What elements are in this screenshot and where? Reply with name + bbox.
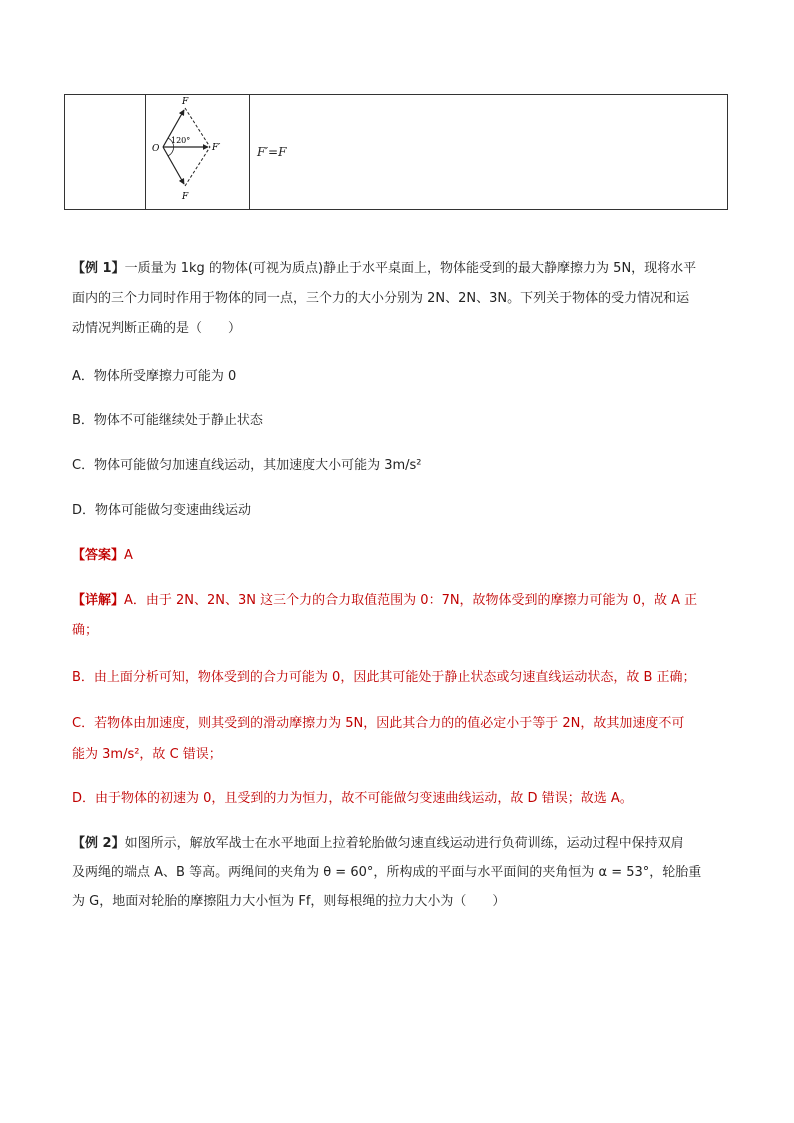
example1-tag: 【例 1】	[72, 261, 125, 276]
example2-line1: 【例 2】如图所示，解放军战士在水平地面上拉着轮胎做匀速直线运动进行负荷训练，运动过程中保持双肩	[72, 836, 684, 851]
label-top: F	[182, 97, 189, 107]
force-diagram	[149, 97, 245, 207]
table-divider	[249, 95, 250, 209]
detail-a-line2: 确；	[72, 623, 99, 638]
detail-b: B．由上面分析可知，物体受到的合力可能为 0，因此其可能处于静止状态或匀速直线运动状态，故 B 正确；	[72, 670, 696, 685]
answer-line	[72, 547, 732, 565]
formula-text: F′=F	[257, 145, 287, 159]
example1-line3: 动情况判断正确的是（ ）	[72, 321, 242, 336]
example1-line1: 【例 1】一质量为 1kg 的物体(可视为质点)静止于水平桌面上，物体能受到的最大静摩擦力为 5N，现将水平	[72, 261, 697, 276]
option-c: C．物体可能做匀加速直线运动，其加速度大小可能为 3m/s²	[72, 458, 422, 473]
detail-c-line1: C．若物体由加速度，则其受到的滑动摩擦力为 5N，因此其合力的的值必定小于等于 2N，故其加速度不可	[72, 716, 685, 731]
label-resultant: F′	[212, 143, 221, 153]
label-origin: O	[152, 144, 160, 154]
example1-line2: 面内的三个力同时作用于物体的同一点，三个力的大小分别为 2N、2N、3N。下列关于物体的受力情况和运	[72, 291, 690, 306]
answer-value: A	[124, 548, 133, 563]
example2-line2: 及两绳的端点 A、B 等高。两绳间的夹角为 θ = 60°，所构成的平面与水平面间的夹角恒为 α = 53°，轮胎重	[72, 865, 702, 880]
example2-tag: 【例 2】	[72, 836, 125, 851]
option-a: A．物体所受摩擦力可能为 0	[72, 369, 237, 384]
option-d: D．物体可能做匀变速曲线运动	[72, 503, 252, 518]
force-vector-bottom	[163, 147, 184, 184]
answer-tag: 【答案】	[72, 548, 125, 563]
angle-label: 120°	[171, 136, 191, 145]
dashed-side	[185, 147, 210, 186]
detail-a-line1: 【详解】A．由于 2N、2N、3N 这三个力的合力取值范围为 0：7N，故物体受到的摩擦力可能为 0，故 A 正	[72, 593, 698, 608]
label-bottom: F	[182, 192, 189, 202]
detail-d: D．由于物体的初速为 0，且受到的力为恒力，故不可能做匀变速曲线运动，故 D 错误；故选 A。	[72, 791, 633, 806]
table-divider	[145, 95, 146, 209]
example2-line3: 为 G，地面对轮胎的摩擦阻力大小恒为 Ff，则每根绳的拉力大小为（ ）	[72, 894, 506, 909]
option-b: B．物体不可能继续处于静止状态	[72, 413, 263, 428]
formula-table	[64, 94, 728, 210]
detail-tag: 【详解】	[72, 593, 125, 608]
detail-c-line2: 能为 3m/s²，故 C 错误；	[72, 747, 222, 762]
